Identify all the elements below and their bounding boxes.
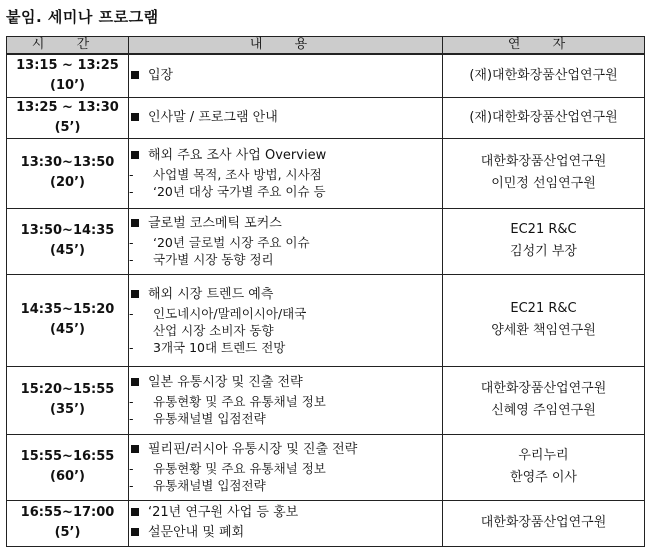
table-row (7, 500, 645, 546)
speaker-org: (재)대한화장품산업연구원 (469, 109, 618, 125)
item-text: 유통현황 및 주요 유통채널 정보 (153, 461, 326, 476)
speaker-cell (443, 138, 645, 208)
square-bullet-icon (131, 378, 139, 386)
bullet-item (129, 285, 442, 305)
time-range: 13:50~14:35 (20, 223, 115, 238)
table-row (7, 208, 645, 274)
table-row (7, 54, 645, 97)
speaker-cell (443, 500, 645, 546)
sub-item (129, 183, 442, 200)
bullet-item (129, 214, 442, 234)
speaker-cell (443, 208, 645, 274)
dash-marker: - (129, 339, 134, 355)
square-bullet-icon (131, 445, 139, 453)
content-cell (129, 500, 443, 546)
speaker-org: (재)대한화장품산업연구원 (469, 67, 618, 83)
item-text: ‘21년 연구원 사업 등 홍보 (148, 505, 299, 520)
item-text: ‘20년 대상 국가별 주요 이슈 등 (153, 184, 326, 199)
speaker-org: EC21 R&C (510, 222, 577, 237)
content-cell (129, 366, 443, 434)
content-cell (129, 138, 443, 208)
item-text: 인도네시아/말레이시아/태국 (153, 305, 307, 321)
time-range: 13:25 ~ 13:30 (16, 99, 119, 115)
content-cell (129, 54, 443, 97)
sub-item (129, 305, 442, 322)
time-range: 13:15 ~ 13:25 (16, 57, 119, 73)
dash-marker: - (129, 394, 134, 409)
speaker-cell (443, 274, 645, 366)
duration: (45’) (50, 322, 85, 337)
time-cell (7, 138, 129, 208)
item-text: 글로벌 코스메틱 포커스 (148, 216, 282, 231)
item-text: 유통현황 및 주요 유통채널 정보 (153, 394, 326, 409)
header-speaker: 연 자 (443, 37, 645, 55)
square-bullet-icon (131, 508, 139, 516)
item-text: 일본 유통시장 및 진출 전략 (148, 375, 303, 390)
duration: (45’) (50, 243, 85, 258)
time-range: 15:55~16:55 (20, 449, 115, 464)
content-cell (129, 274, 443, 366)
speaker-cell (443, 434, 645, 500)
sub-item (129, 410, 442, 427)
square-bullet-icon (131, 219, 139, 227)
bullet-item (129, 66, 442, 86)
header-content: 내 용 (129, 37, 443, 55)
speaker-org: 대한화장품산업연구원 (480, 515, 607, 530)
content-cell (129, 434, 443, 500)
dash-marker: - (129, 235, 134, 250)
dash-marker: - (129, 411, 134, 426)
content-cell (129, 208, 443, 274)
speaker-name: 신혜영 주임연구원 (491, 403, 596, 418)
square-bullet-icon (131, 290, 139, 298)
item-text: 산업 시장 소비자 동향 (153, 322, 274, 338)
item-text: 필리핀/러시아 유통시장 및 진출 전략 (148, 442, 358, 457)
dash-marker: - (129, 184, 134, 199)
bullet-item (129, 373, 442, 393)
sub-item (129, 393, 442, 410)
header-time: 시 간 (7, 37, 129, 55)
sub-item (129, 339, 442, 356)
item-text: 유통채널별 입점전략 (153, 411, 266, 426)
speaker-cell (443, 97, 645, 138)
sub-item (129, 477, 442, 494)
dash-marker: - (129, 305, 134, 321)
bullet-item (129, 440, 442, 460)
speaker-name: 한영주 이사 (510, 470, 577, 485)
speaker-org: EC21 R&C (510, 301, 577, 316)
speaker-name: 양세환 책임연구원 (491, 323, 596, 338)
item-text: 3개국 10대 트렌드 전망 (153, 339, 286, 355)
item-text: 입장 (148, 67, 174, 83)
duration: (10’) (50, 77, 85, 93)
time-cell (7, 54, 129, 97)
item-text: 해외 시장 트렌드 예측 (148, 286, 274, 302)
sub-item (129, 166, 442, 183)
time-cell (7, 97, 129, 138)
bullet-item (129, 503, 442, 523)
square-bullet-icon (131, 113, 139, 121)
table-row (7, 366, 645, 434)
content-cell (129, 97, 443, 138)
sub-item (129, 251, 442, 268)
dash-marker: - (129, 478, 134, 493)
speaker-name: 김성기 부장 (510, 244, 577, 259)
item-text: 사업별 목적, 조사 방법, 시사점 (153, 167, 322, 182)
time-cell (7, 500, 129, 546)
speaker-org: 대한화장품산업연구원 (480, 381, 607, 396)
item-text: 유통채널별 입점전략 (153, 478, 266, 493)
header-row (7, 37, 645, 55)
duration: (5’) (54, 525, 81, 540)
sub-item (129, 322, 442, 339)
item-text: 설문안내 및 폐회 (148, 525, 245, 540)
seminar-schedule-table (6, 36, 645, 547)
table-row (7, 434, 645, 500)
table-row (7, 97, 645, 138)
time-cell (7, 366, 129, 434)
speaker-cell (443, 366, 645, 434)
time-cell (7, 208, 129, 274)
duration: (35’) (50, 402, 85, 417)
item-text: 해외 주요 조사 사업 Overview (148, 148, 327, 163)
dash-marker: - (129, 252, 134, 267)
item-text: ‘20년 글로벌 시장 주요 이슈 (153, 235, 310, 250)
time-range: 15:20~15:55 (20, 382, 115, 397)
duration: (5’) (54, 119, 81, 135)
bullet-item (129, 108, 442, 128)
time-range: 14:35~15:20 (20, 302, 115, 317)
bullet-item (129, 146, 442, 166)
sub-item (129, 460, 442, 477)
table-row (7, 274, 645, 366)
sub-item (129, 234, 442, 251)
duration: (60’) (50, 469, 85, 484)
dash-marker: - (129, 461, 134, 476)
dash-marker: - (129, 167, 134, 182)
time-cell (7, 274, 129, 366)
speaker-name: 이민정 선임연구원 (491, 176, 596, 191)
table-row (7, 138, 645, 208)
item-text: 인사말 / 프로그램 안내 (148, 109, 278, 125)
square-bullet-icon (131, 528, 139, 536)
time-range: 13:30~13:50 (20, 155, 115, 170)
square-bullet-icon (131, 151, 139, 159)
time-range: 16:55~17:00 (20, 505, 115, 520)
document-title: 붙임. 세미나 프로그램 (6, 8, 159, 26)
time-cell (7, 434, 129, 500)
speaker-org: 대한화장품산업연구원 (480, 154, 607, 169)
bullet-item (129, 523, 442, 543)
speaker-cell (443, 54, 645, 97)
square-bullet-icon (131, 71, 139, 79)
duration: (20’) (50, 175, 85, 190)
speaker-org: 우리누리 (518, 448, 569, 463)
item-text: 국가별 시장 동향 정리 (153, 252, 274, 267)
